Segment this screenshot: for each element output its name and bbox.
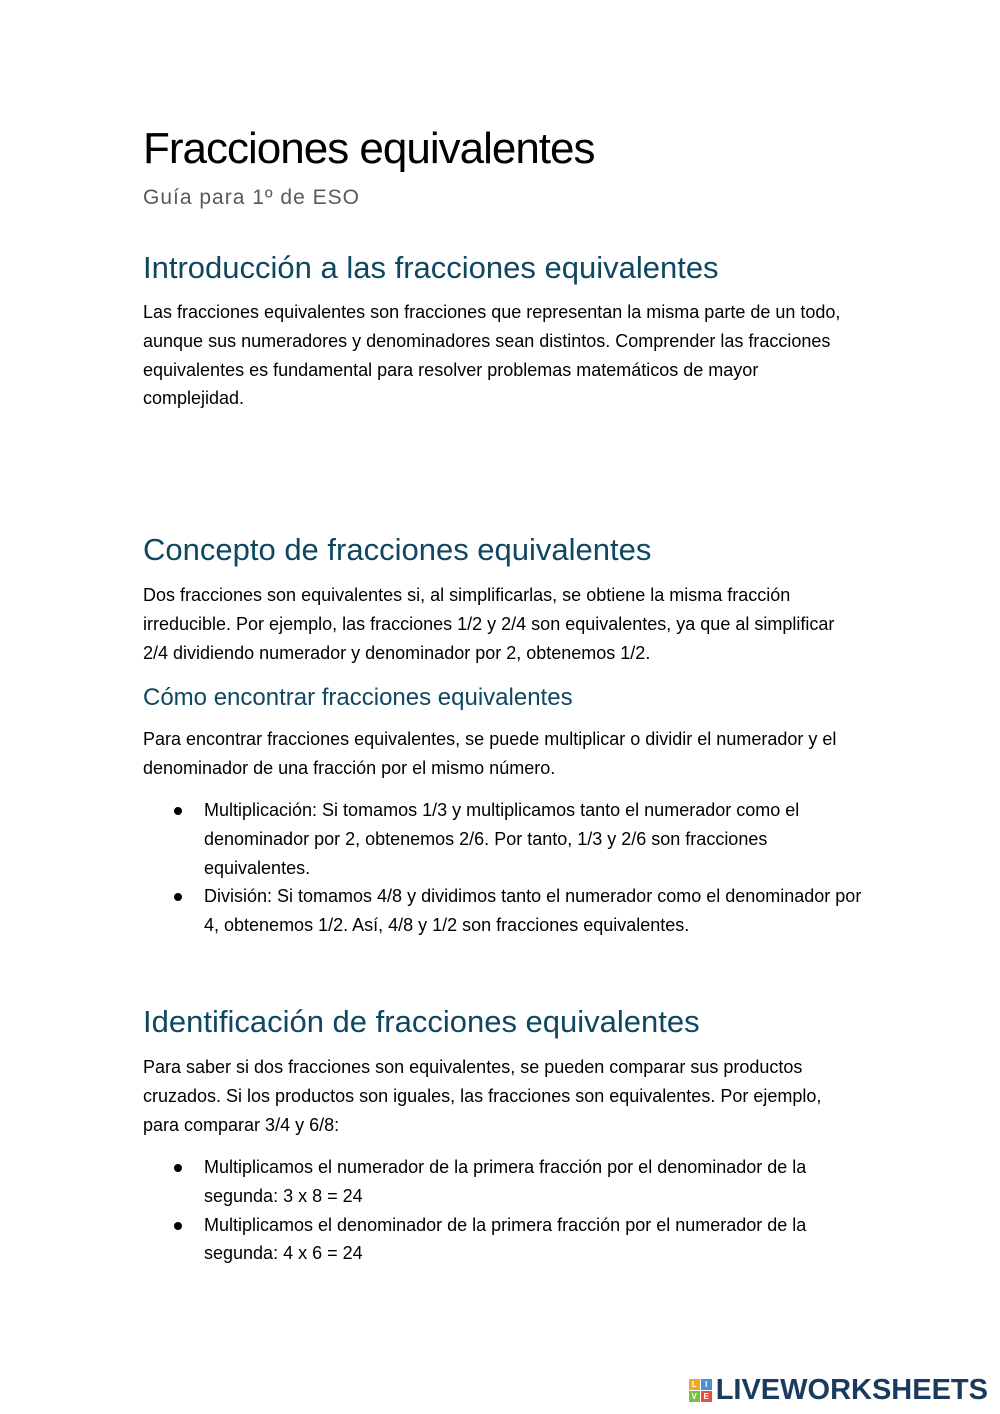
list-item (143, 1153, 863, 1211)
subsection-heading-como-encontrar: Cómo encontrar fracciones equivalentes (143, 684, 573, 711)
bullet-icon (174, 1164, 182, 1172)
bullet-list-identificacion (143, 1153, 863, 1268)
section-paragraph-identificacion: Para saber si dos fracciones son equivalentes, se pueden comparar sus productos cruzados. Si los productos son iguales, las fracciones son equivalentes. Por ejemplo, para comparar 3/4 y 6/8: (143, 1057, 822, 1135)
list-item (143, 882, 863, 940)
bullet-icon (174, 807, 182, 815)
list-item-text: División: Si tomamos 4/8 y dividimos tanto el numerador como el denominador por 4, obtenemos 1/2. Así, 4/8 y 1/2 son fracciones equivalentes. (204, 886, 862, 936)
bullet-icon (174, 1222, 182, 1230)
subsection-paragraph-como-encontrar: Para encontrar fracciones equivalentes, se puede multiplicar o dividir el numerador y el denominador de una fracción por el mismo número. (143, 729, 837, 778)
section-paragraph-concepto: Dos fracciones son equivalentes si, al simplificarlas, se obtiene la misma fracción irreducible. Por ejemplo, las fracciones 1/2 y 2/4 son equivalentes, ya que al simplificar 2/4 dividiendo numerador y denominador por 2, obtenemos 1/2. (143, 585, 835, 663)
logo-mark-letter: I (701, 1379, 712, 1390)
logo-mark-letter: V (689, 1391, 700, 1402)
document-title: Fracciones equivalentes (143, 124, 595, 173)
logo-mark-letter: L (689, 1379, 700, 1390)
liveworksheets-logo (689, 1374, 988, 1406)
section-paragraph-introduccion: Las fracciones equivalentes son fracciones que representan la misma parte de un todo, aunque sus numeradores y denominadores sean distintos. Comprender las fracciones equivalentes es fundamental para resolver problemas matemáticos de mayor complejidad. (143, 302, 841, 409)
bullet-list-como-encontrar (143, 796, 863, 940)
list-item-text: Multiplicamos el numerador de la primera fracción por el denominador de la segunda: 3 x 8 = 24 (204, 1157, 807, 1206)
list-item-text: Multiplicación: Si tomamos 1/3 y multiplicamos tanto el numerador como el denominador por 2, obtenemos 2/6. Por tanto, 1/3 y 2/6 son fracciones equivalentes. (204, 800, 800, 878)
section-heading-concepto: Concepto de fracciones equivalentes (143, 532, 652, 567)
document-subtitle: Guía para 1º de ESO (143, 186, 360, 209)
section-heading-identificacion: Identificación de fracciones equivalentes (143, 1004, 700, 1039)
liveworksheets-logo-icon (689, 1379, 712, 1402)
logo-text: LIVEWORKSHEETS (715, 1373, 988, 1406)
list-item (143, 796, 863, 882)
logo-mark-letter: E (701, 1391, 712, 1402)
bullet-icon (174, 893, 182, 901)
list-item-text: Multiplicamos el denominador de la primera fracción por el numerador de la segunda: 4 x 6 = 24 (204, 1214, 807, 1264)
section-heading-introduccion: Introducción a las fracciones equivalentes (143, 250, 719, 285)
list-item (143, 1211, 863, 1269)
